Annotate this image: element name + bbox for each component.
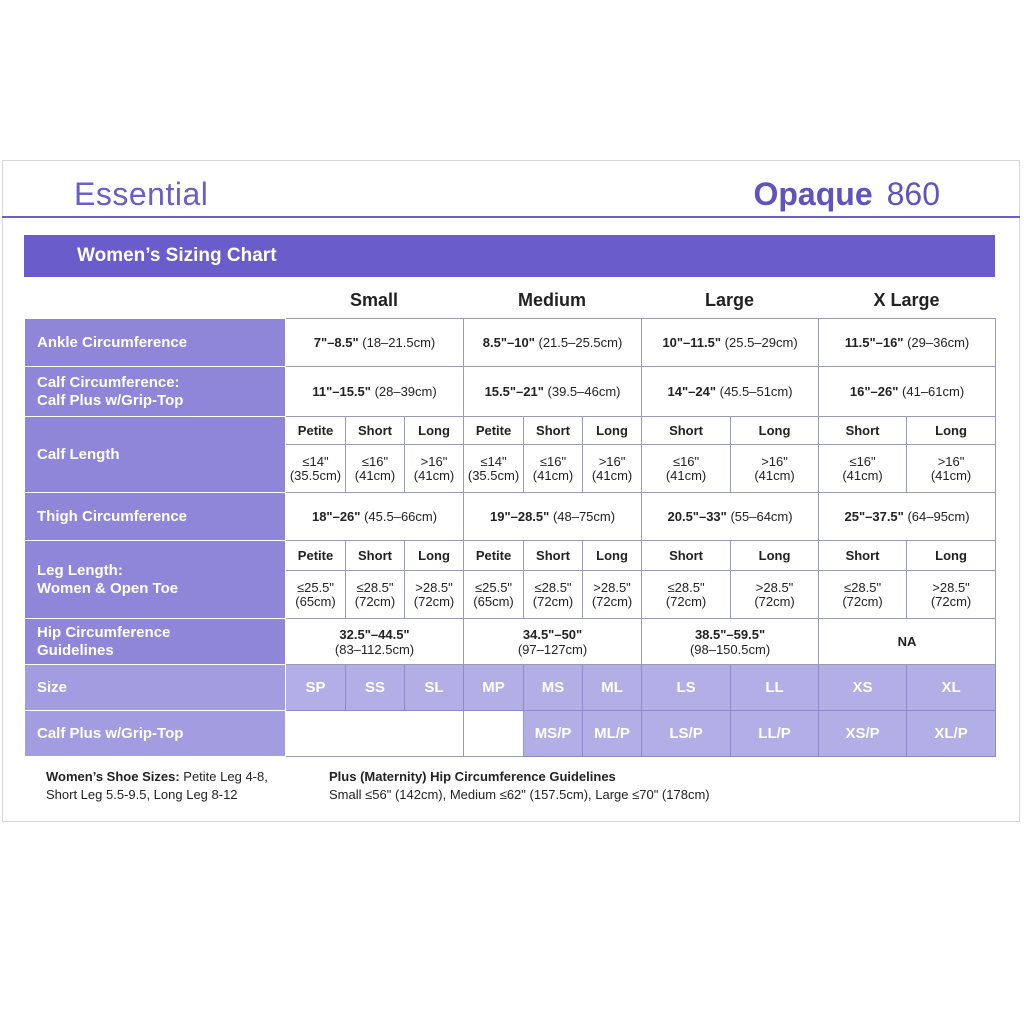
calf-length-value: ≤16" (41cm) bbox=[524, 445, 583, 493]
calf-plus-empty bbox=[286, 711, 464, 757]
leg-length-value: ≤28.5" (72cm) bbox=[819, 571, 907, 619]
calf-plus-empty bbox=[464, 711, 524, 757]
row-label-ankle: Ankle Circumference bbox=[25, 319, 286, 367]
leg-length-subhead: Petite bbox=[464, 541, 524, 571]
leg-length-subhead: Short bbox=[819, 541, 907, 571]
header-divider bbox=[2, 216, 1020, 218]
size-code: XS bbox=[819, 665, 907, 711]
shoe-size-line2: Short Leg 5.5-9.5, Long Leg 8-12 bbox=[46, 787, 238, 802]
shoe-size-line1: Petite Leg 4-8, bbox=[183, 769, 268, 784]
product-title bbox=[753, 176, 940, 213]
sizing-table bbox=[24, 318, 996, 757]
plus-hip-text: Small ≤56" (142cm), Medium ≤62" (157.5cm), Large ≤70" (178cm) bbox=[329, 787, 710, 802]
calf-plus-code: LL/P bbox=[731, 711, 819, 757]
leg-length-value: ≤28.5" (72cm) bbox=[524, 571, 583, 619]
size-header-medium: Medium bbox=[517, 290, 586, 310]
leg-length-subhead: Short bbox=[524, 541, 583, 571]
leg-length-subhead: Long bbox=[731, 541, 819, 571]
calf-plus-code: XS/P bbox=[819, 711, 907, 757]
leg-length-value: ≤25.5" (65cm) bbox=[464, 571, 524, 619]
calf-length-subhead: Short bbox=[524, 417, 583, 445]
table-row bbox=[25, 711, 996, 757]
shoe-size-note bbox=[46, 768, 268, 804]
ankle-small: 7"–8.5" (18–21.5cm) bbox=[286, 319, 464, 367]
chart-banner: Women’s Sizing Chart bbox=[24, 235, 995, 277]
leg-length-subhead: Short bbox=[642, 541, 731, 571]
table-row bbox=[25, 417, 996, 445]
row-label-calf: Calf Circumference: Calf Plus w/Grip-Top bbox=[25, 367, 286, 417]
product-name: Opaque bbox=[753, 176, 873, 212]
calf-length-value: ≤16" (41cm) bbox=[642, 445, 731, 493]
size-header-large: Large bbox=[704, 290, 755, 310]
ankle-medium: 8.5"–10" (21.5–25.5cm) bbox=[464, 319, 642, 367]
ankle-large: 10"–11.5" (25.5–29cm) bbox=[642, 319, 819, 367]
size-header-small: Small bbox=[349, 290, 399, 310]
calf-length-value: >16" (41cm) bbox=[731, 445, 819, 493]
size-code: MS bbox=[524, 665, 583, 711]
hip-xlarge: NA bbox=[819, 619, 996, 665]
thigh-small: 18"–26" (45.5–66cm) bbox=[286, 493, 464, 541]
product-number: 860 bbox=[886, 176, 940, 212]
size-code: XL bbox=[907, 665, 996, 711]
calf-length-value: ≤16" (41cm) bbox=[819, 445, 907, 493]
leg-length-subhead: Petite bbox=[286, 541, 346, 571]
leg-length-value: >28.5" (72cm) bbox=[583, 571, 642, 619]
leg-length-subhead: Long bbox=[583, 541, 642, 571]
row-label-calf-plus: Calf Plus w/Grip-Top bbox=[25, 711, 286, 757]
leg-length-subhead: Short bbox=[346, 541, 405, 571]
table-row bbox=[25, 319, 996, 367]
calf-medium: 15.5"–21" (39.5–46cm) bbox=[464, 367, 642, 417]
size-header-xlarge: X Large bbox=[873, 290, 940, 310]
calf-length-value: ≤16" (41cm) bbox=[346, 445, 405, 493]
leg-length-value: >28.5" (72cm) bbox=[907, 571, 996, 619]
table-row bbox=[25, 493, 996, 541]
size-code: SL bbox=[405, 665, 464, 711]
row-label-leg-length: Leg Length: Women & Open Toe bbox=[25, 541, 286, 619]
thigh-medium: 19"–28.5" (48–75cm) bbox=[464, 493, 642, 541]
leg-length-value: ≤25.5" (65cm) bbox=[286, 571, 346, 619]
thigh-large: 20.5"–33" (55–64cm) bbox=[642, 493, 819, 541]
calf-length-subhead: Long bbox=[907, 417, 996, 445]
calf-length-value: >16" (41cm) bbox=[405, 445, 464, 493]
row-label-hip: Hip Circumference Guidelines bbox=[25, 619, 286, 665]
leg-length-value: ≤28.5" (72cm) bbox=[642, 571, 731, 619]
calf-plus-code: ML/P bbox=[583, 711, 642, 757]
row-label-size: Size bbox=[25, 665, 286, 711]
leg-length-value: ≤28.5" (72cm) bbox=[346, 571, 405, 619]
hip-small: 32.5"–44.5" (83–112.5cm) bbox=[286, 619, 464, 665]
calf-small: 11"–15.5" (28–39cm) bbox=[286, 367, 464, 417]
thigh-xlarge: 25"–37.5" (64–95cm) bbox=[819, 493, 996, 541]
calf-length-subhead: Petite bbox=[286, 417, 346, 445]
calf-length-subhead: Long bbox=[731, 417, 819, 445]
table-row bbox=[25, 619, 996, 665]
size-code: LS bbox=[642, 665, 731, 711]
table-row bbox=[25, 367, 996, 417]
leg-length-subhead: Long bbox=[405, 541, 464, 571]
calf-length-value: ≤14" (35.5cm) bbox=[464, 445, 524, 493]
calf-plus-code: XL/P bbox=[907, 711, 996, 757]
size-code: MP bbox=[464, 665, 524, 711]
row-label-calf-length: Calf Length bbox=[25, 417, 286, 493]
calf-plus-code: MS/P bbox=[524, 711, 583, 757]
hip-medium: 34.5"–50" (97–127cm) bbox=[464, 619, 642, 665]
plus-hip-title: Plus (Maternity) Hip Circumference Guidelines bbox=[329, 769, 616, 784]
calf-length-value: >16" (41cm) bbox=[907, 445, 996, 493]
size-code: SS bbox=[346, 665, 405, 711]
leg-length-subhead: Long bbox=[907, 541, 996, 571]
leg-length-value: >28.5" (72cm) bbox=[731, 571, 819, 619]
shoe-size-label: Women’s Shoe Sizes: bbox=[46, 769, 180, 784]
calf-length-subhead: Petite bbox=[464, 417, 524, 445]
size-code: SP bbox=[286, 665, 346, 711]
row-label-thigh: Thigh Circumference bbox=[25, 493, 286, 541]
hip-large: 38.5"–59.5" (98–150.5cm) bbox=[642, 619, 819, 665]
calf-large: 14"–24" (45.5–51cm) bbox=[642, 367, 819, 417]
calf-length-subhead: Long bbox=[405, 417, 464, 445]
table-row bbox=[25, 665, 996, 711]
calf-length-subhead: Short bbox=[819, 417, 907, 445]
calf-length-value: >16" (41cm) bbox=[583, 445, 642, 493]
leg-length-value: >28.5" (72cm) bbox=[405, 571, 464, 619]
calf-length-subhead: Long bbox=[583, 417, 642, 445]
plus-hip-note bbox=[329, 768, 710, 804]
size-code: LL bbox=[731, 665, 819, 711]
calf-length-subhead: Short bbox=[346, 417, 405, 445]
calf-plus-code: LS/P bbox=[642, 711, 731, 757]
table-row bbox=[25, 541, 996, 571]
calf-length-value: ≤14" (35.5cm) bbox=[286, 445, 346, 493]
brand-title: Essential bbox=[74, 176, 209, 212]
calf-length-subhead: Short bbox=[642, 417, 731, 445]
ankle-xlarge: 11.5"–16" (29–36cm) bbox=[819, 319, 996, 367]
calf-xlarge: 16"–26" (41–61cm) bbox=[819, 367, 996, 417]
size-code: ML bbox=[583, 665, 642, 711]
